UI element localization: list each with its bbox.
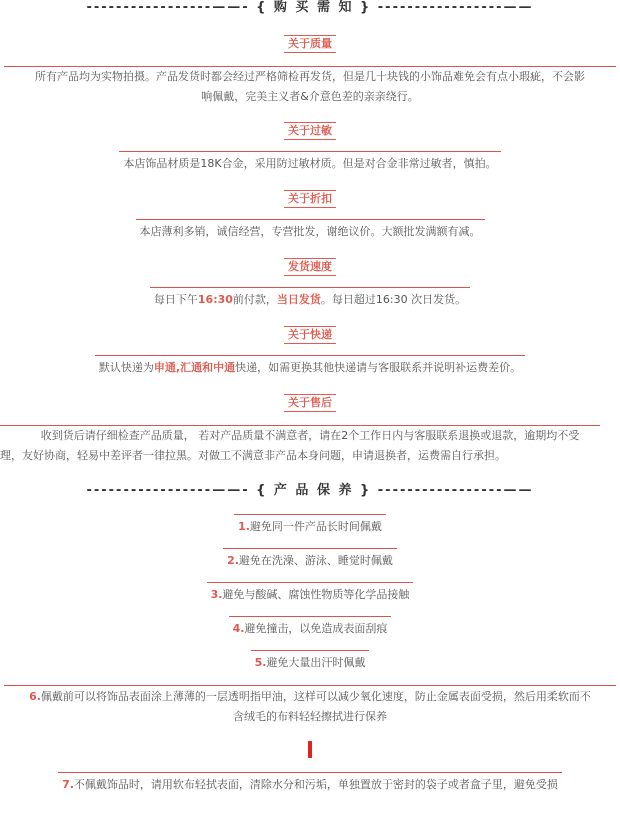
care-item-2 [0, 552, 620, 570]
care-item-3-text: 避免与酸碱、腐蚀性物质等化学品接触 [222, 588, 410, 601]
divider-bar [308, 741, 312, 758]
care-item-7-line [62, 776, 558, 794]
care-item-7 [0, 776, 620, 794]
courier-heading-label: 关于快递 [284, 326, 336, 344]
courier-text [0, 358, 620, 378]
care-item-1-line [238, 518, 382, 536]
care-item-5-text: 避免大量出汗时佩戴 [266, 656, 366, 669]
aftersale-heading [0, 394, 620, 412]
aftersale-heading-label: 关于售后 [284, 394, 336, 412]
quality-heading-label: 关于质量 [284, 35, 336, 53]
shipping-mid: 前付款， [232, 293, 277, 306]
care-item-3-line [211, 586, 410, 604]
courier-heading [0, 326, 620, 344]
shipping-same-day: 当日发货 [276, 293, 321, 306]
discount-heading [0, 190, 620, 208]
care-item-2-num: 2. [227, 554, 239, 567]
courier-text-line [99, 358, 521, 378]
care-item-4-line [233, 620, 388, 638]
quality-text-line2: 响佩戴，完美主义者&介意色差的亲亲绕行。 [201, 90, 419, 103]
purchase-notice-title: -----------------——- { 购 买 需 知 } -----------------—— [86, 0, 534, 15]
aftersale-text-line1: 收到货后请仔细检查产品质量， 若对产品质量不满意者，请在2个工作日内与客服联系退换或退款，逾期均不受 [40, 429, 580, 442]
allergy-text [0, 154, 620, 174]
care-item-2-text: 避免在洗澡、游泳、睡觉时佩戴 [238, 554, 393, 567]
shipping-text-line [154, 290, 466, 310]
quality-heading [0, 35, 620, 53]
care-item-2-line [227, 552, 393, 570]
care-item-1-text: 避免同一件产品长时间佩戴 [249, 520, 382, 533]
care-item-6-text: 佩戴前可以将饰品表面涂上薄薄的一层透明指甲油，这样可以减少氧化速度，防止金属表面受损，然后用柔软而不 [40, 690, 591, 703]
quality-text-line1: 所有产品均为实物拍摄。产品发货时都会经过严格筛检再发货，但是几十块钱的小饰品难免会有点小瑕疵，不会影 [35, 70, 585, 83]
shipping-heading [0, 258, 620, 276]
care-item-5-num: 5. [254, 656, 267, 669]
care-item-6 [0, 688, 620, 706]
courier-names: 申通,汇通和中通 [153, 361, 236, 374]
shipping-post: 。每日超过16:30 次日发货。 [320, 293, 467, 306]
care-item-1 [0, 518, 620, 536]
discount-text [0, 222, 620, 242]
care-item-6-cont: 含绒毛的布料轻轻擦拭进行保养 [233, 710, 387, 723]
care-item-3-num: 3. [210, 588, 223, 601]
allergy-heading-label: 关于过敏 [284, 122, 336, 140]
shipping-text [0, 290, 620, 310]
courier-pre: 默认快递为 [98, 361, 154, 374]
aftersale-text-line2: 理，友好协商，轻易中差评者一律拉黑。对做工不满意非产品本身问题，申请退换者，运费需自行承担。 [0, 449, 506, 462]
care-item-4-text: 避免撞击，以免造成表面刮痕 [244, 622, 388, 635]
courier-post: 快递，如需更换其他快递请与客服联系并说明补运费差价。 [235, 361, 522, 374]
care-item-6-rule [4, 685, 616, 686]
care-item-5 [0, 654, 620, 672]
allergy-heading [0, 122, 620, 140]
discount-heading-label: 关于折扣 [284, 190, 336, 208]
allergy-text-line: 本店饰品材质是18K合金，采用防过敏材质。但是对合金非常过敏者，慎拍。 [123, 154, 496, 174]
care-item-3 [0, 586, 620, 604]
care-item-5-line [255, 654, 366, 672]
care-item-6-num: 6. [29, 690, 41, 703]
care-item-4-num: 4. [232, 622, 245, 635]
discount-text-line: 本店薄利多销，诚信经营，专营批发，谢绝议价。大额批发满额有减。 [140, 222, 481, 242]
shipping-time: 16:30 [197, 293, 233, 306]
shipping-heading-label: 发货速度 [284, 258, 336, 276]
care-item-1-num: 1. [238, 520, 250, 533]
product-care-title: -----------------——- { 产 品 保 养 } -----------------—— [86, 483, 534, 498]
care-item-7-text: 不佩戴饰品时，请用软布轻拭表面，清除水分和污垢，单独置放于密封的袋子或者盒子里，避免受损 [73, 778, 558, 791]
care-item-4 [0, 620, 620, 638]
care-item-7-num: 7. [62, 778, 74, 791]
shipping-pre: 每日下午 [153, 293, 198, 306]
